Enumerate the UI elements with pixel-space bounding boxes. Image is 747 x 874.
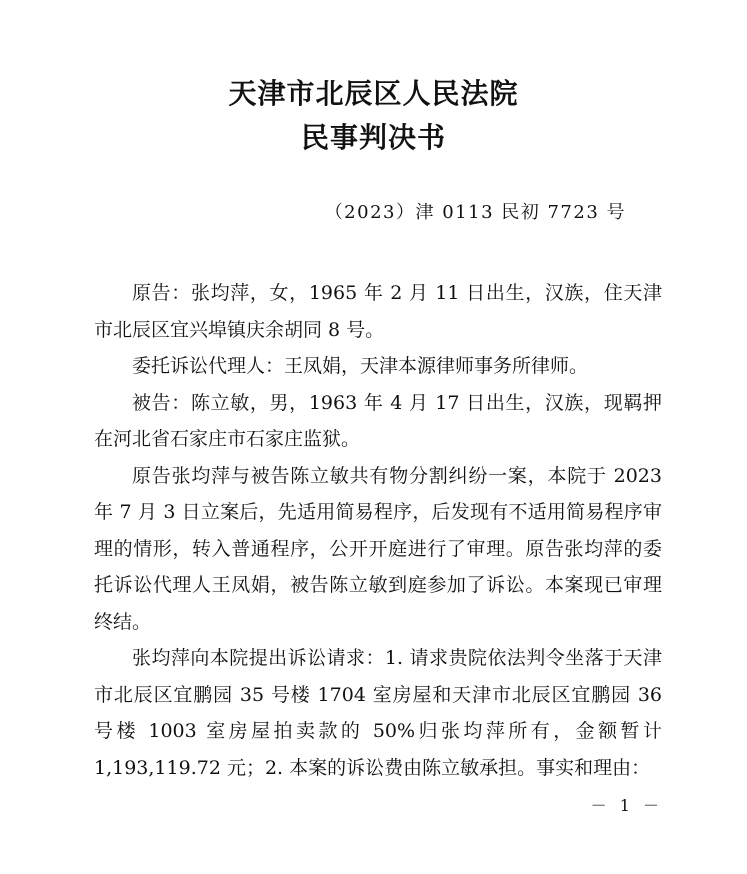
judgment-body [94,275,662,786]
paragraph-agent: 委托诉讼代理人：王凤娟，天津本源律师事务所律师。 [132,355,589,377]
paragraph-plaintiff: 原告：张均萍，女，1965 年 2 月 11 日出生，汉族，住天津市北辰区宜兴埠镇庆余胡同 8 号。 [94,282,662,341]
court-name-heading: 天津市北辰区人民法院 [228,77,519,110]
paragraph-claims: 张均萍向本院提出诉讼请求：1. 请求贵院依法判令坐落于天津市北辰区宜鹏园 35 号楼 1704 室房屋和天津市北辰区宜鹏园 36 号楼 1003 室房屋拍卖款的 50%归张均萍所有，金额暂计 1,193,119.72 元；2. 本案的诉讼费由陈立敏承担。事实和理由： [94,647,662,779]
case-number: （2023）津 0113 民初 7723 号 [324,202,626,223]
paragraph-defendant: 被告：陈立敏，男，1963 年 4 月 17 日出生，汉族，现羁押在河北省石家庄市石家庄监狱。 [94,391,662,450]
page-number: － 1 － [590,796,663,815]
paragraph-case-summary: 原告张均萍与被告陈立敏共有物分割纠纷一案，本院于 2023 年 7 月 3 日立案后，先适用简易程序，后发现有不适用简易程序审理的情形，转入普通程序，公开开庭进行了审理。原告张均萍的委托诉讼代理人王凤娟，被告陈立敏到庭参加了诉讼。本案现已审理终结。 [94,464,662,633]
document-type-heading: 民事判决书 [300,121,446,154]
